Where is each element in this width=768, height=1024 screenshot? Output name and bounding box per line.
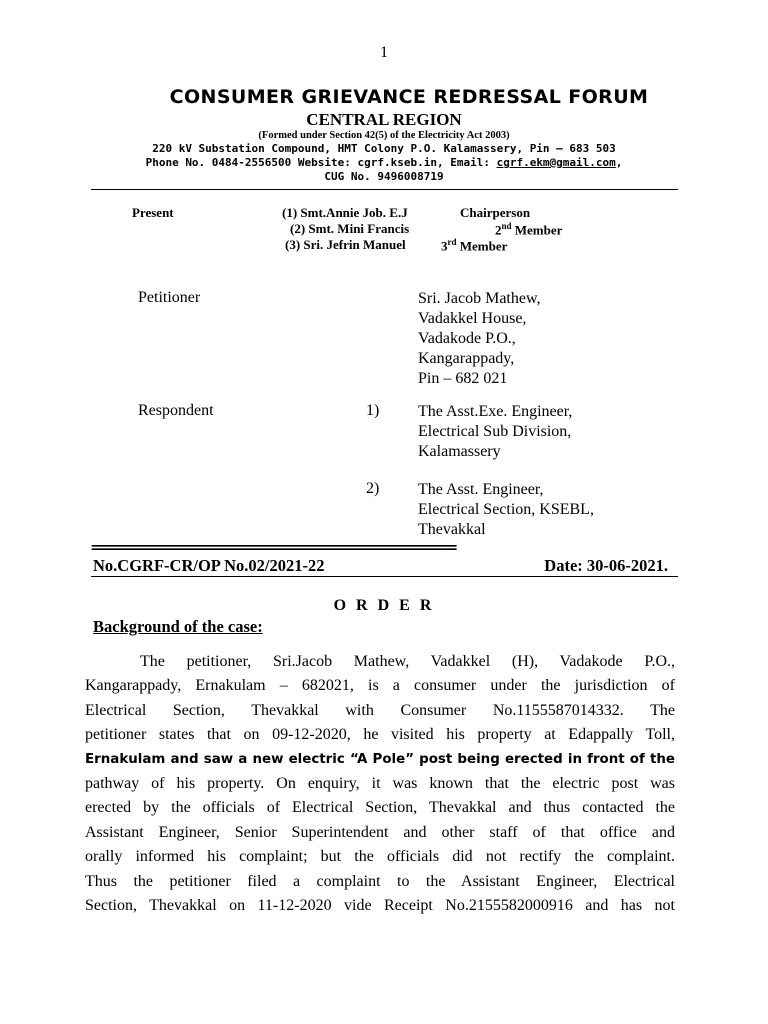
member-number: (1)	[282, 205, 298, 220]
member-name: Smt. Mini Francis	[308, 221, 410, 236]
petitioner-address	[418, 289, 541, 389]
region-title: CENTRAL REGION	[306, 110, 462, 129]
address-line: Electrical Section, KSEBL,	[418, 501, 594, 518]
header-divider	[91, 189, 678, 190]
body-line: The petitioner, Sri.Jacob Mathew, Vadakkel (H), Vadakode P.O.,	[140, 653, 675, 670]
member-row	[282, 205, 408, 221]
respondent-address	[418, 480, 594, 540]
address-line: Electrical Sub Division,	[418, 423, 572, 440]
body-line: Thus the petitioner filed a complaint to the Assistant Engineer, Electrical	[85, 872, 675, 890]
member-role: Chairperson	[460, 205, 531, 220]
order-body	[85, 650, 675, 918]
address-line: The Asst. Engineer,	[418, 481, 544, 498]
address-line: Kalamassery	[418, 443, 501, 460]
body-line: Kangarappady, Ernakulam – 682021, is a consumer under the jurisdiction of	[85, 677, 675, 695]
background-heading: Background of the case:	[93, 617, 263, 636]
body-line: erected by the officials of Electrical Section, Thevakkal and thus contacted the	[85, 799, 675, 817]
email-suffix: ,	[615, 156, 623, 169]
respondent-label: Respondent	[138, 402, 214, 419]
member-role: 3rd Member	[441, 237, 508, 254]
member-row	[290, 221, 409, 237]
address-line: The Asst.Exe. Engineer,	[418, 403, 573, 420]
body-line: Section, Thevakkal on 11-12-2020 vide Receipt No.2155582000916 and has not	[85, 897, 675, 915]
cug-number: CUG No. 9496008719	[324, 170, 444, 183]
body-line: petitioner states that on 09-12-2020, he visited his property at Edappally Toll,	[85, 726, 675, 744]
body-line: Assistant Engineer, Senior Superintendent and other staff of that office and	[85, 823, 675, 841]
respondent-number: 1)	[366, 402, 380, 419]
order-date: Date: 30-06-2021.	[544, 556, 668, 575]
member-number: (3)	[285, 237, 301, 252]
case-underline	[91, 576, 678, 577]
address-line: Vadakode P.O.,	[418, 330, 516, 347]
body-line: Electrical Section, Thevakkal with Consumer No.1155587014332. The	[85, 701, 675, 719]
body-line: orally informed his complaint; but the officials did not rectify the complaint.	[85, 848, 675, 866]
member-role: 2nd Member	[495, 221, 563, 238]
body-line: pathway of his property. On enquiry, it was known that the electric post was	[85, 775, 675, 793]
address-line: Thevakkal	[418, 521, 486, 538]
body-line: Ernakulam and saw a new electric “A Pole” post being erected in front of the	[85, 751, 675, 767]
member-name: Sri. Jefrin Manuel	[303, 237, 406, 252]
respondent-number: 2)	[366, 480, 380, 497]
present-label: Present	[132, 205, 174, 220]
formed-under-note: (Formed under Section 42(5) of the Electricity Act 2003)	[258, 130, 510, 141]
phone-website-text: Phone No. 0484-2556500 Website: cgrf.kseb.in, Email:	[145, 156, 497, 169]
separator-line: =====================================================	[91, 540, 456, 556]
member-name: Smt.Annie Job. E.J	[300, 205, 408, 220]
address-line: Vadakkel House,	[418, 310, 527, 327]
member-number: (2)	[290, 221, 306, 236]
case-number: No.CGRF-CR/OP No.02/2021-22	[93, 556, 325, 575]
email-link[interactable]: cgrf.ekm@gmail.com	[496, 156, 616, 169]
forum-title: CONSUMER GRIEVANCE REDRESSAL FORUM	[169, 86, 649, 108]
page-number: 1	[380, 44, 388, 61]
address-line: 220 kV Substation Compound, HMT Colony P.O. Kalamassery, Pin – 683 503	[152, 142, 616, 155]
address-line: Sri. Jacob Mathew,	[418, 290, 541, 307]
petitioner-label: Petitioner	[138, 289, 201, 306]
order-heading: O R D E R	[333, 597, 435, 614]
address-line: Pin – 682 021	[418, 370, 508, 387]
contact-line	[0, 156, 768, 169]
respondent-address	[418, 402, 572, 462]
address-line: Kangarappady,	[418, 350, 515, 367]
member-row	[285, 237, 406, 253]
